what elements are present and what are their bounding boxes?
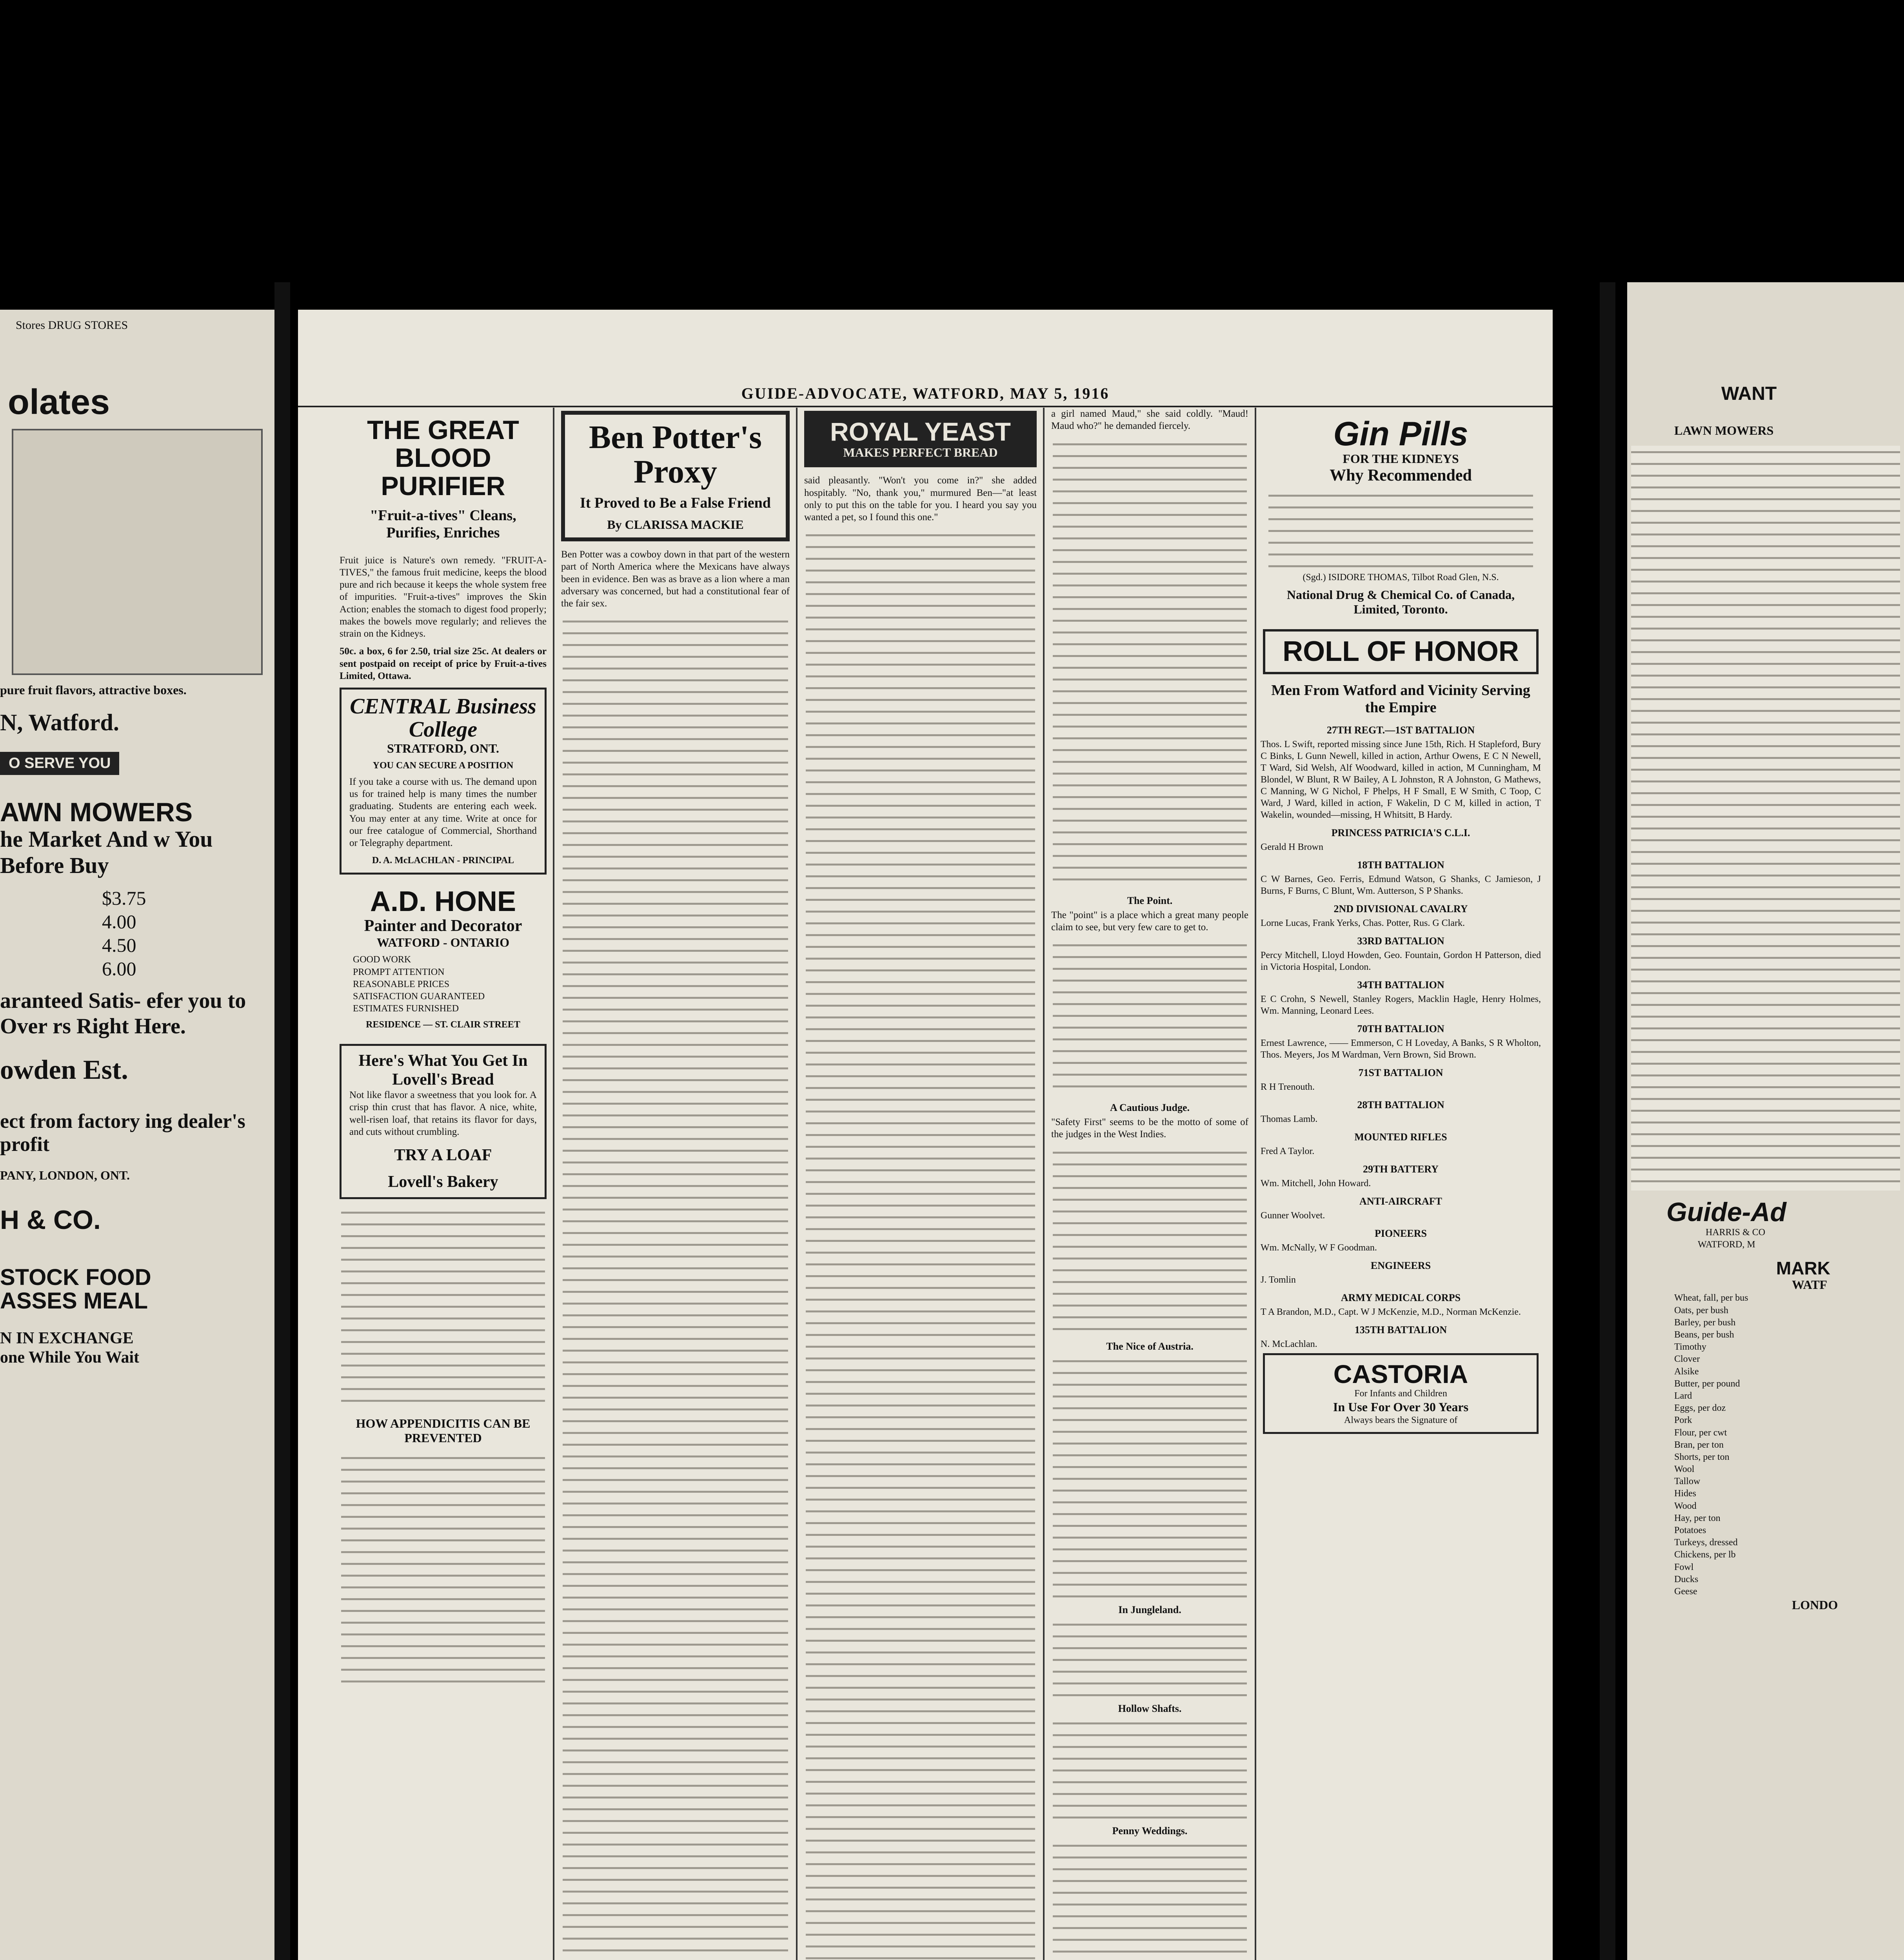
column-rule xyxy=(796,408,798,1960)
honor-names: C W Barnes, Geo. Ferris, Edmund Watson, G Shanks, C Jamieson, J Burns, F Burns, C Blunt, Wm. Autterson, S P Shanks. xyxy=(1261,874,1541,896)
honor-names: Gunner Woolvet. xyxy=(1261,1210,1325,1221)
market-item: Lard xyxy=(1674,1390,1692,1401)
left-page xyxy=(0,310,274,1960)
honor-names: Lorne Lucas, Frank Yerks, Chas. Potter, Rus. G Clark. xyxy=(1261,918,1465,928)
honor-subtitle: Men From Watford and Vicinity Serving the Empire xyxy=(1271,682,1530,716)
column-honor xyxy=(1261,408,1541,1960)
honor-section-heading: ENGINEERS xyxy=(1370,1259,1431,1271)
hone-residence: RESIDENCE — ST. CLAIR STREET xyxy=(366,1020,520,1030)
price-4: 6.00 xyxy=(102,958,136,980)
try-a-loaf: TRY A LOAF xyxy=(394,1146,492,1165)
market-item: Wood xyxy=(1674,1501,1697,1511)
honor-list xyxy=(1261,724,1541,1350)
roll-of-honor xyxy=(1263,629,1539,675)
chocolates-ad: olates xyxy=(8,383,110,422)
story-title-box xyxy=(561,411,790,541)
column-rule xyxy=(1043,408,1045,1960)
honor-section-heading: ARMY MEDICAL CORPS xyxy=(1341,1292,1461,1303)
market-item: Barley, per bush xyxy=(1674,1317,1736,1328)
hone-item: REASONABLE PRICES xyxy=(353,979,450,989)
serve-banner: O SERVE YOU xyxy=(0,752,119,775)
market-item: Shorts, per ton xyxy=(1674,1452,1730,1462)
honor-names: J. Tomlin xyxy=(1261,1274,1296,1285)
text-block xyxy=(1053,1839,1247,1957)
market-item: Fowl xyxy=(1674,1562,1694,1572)
lawn-line: LAWN MOWERS xyxy=(1674,423,1774,438)
column-misc xyxy=(1049,408,1251,1960)
honor-section-heading: 33RD BATTALION xyxy=(1357,935,1444,947)
market-line: he Market And w You Before Buy xyxy=(0,826,213,878)
lovell-bread-ad xyxy=(340,1044,547,1199)
watford-line: WATFORD, M xyxy=(1698,1239,1755,1250)
honor-section-heading: 27TH REGT.—1ST BATTALION xyxy=(1326,724,1475,736)
honor-names: Wm. McNally, W F Goodman. xyxy=(1261,1242,1377,1253)
column-story-cont xyxy=(802,408,1039,1960)
hone-item: PROMPT ATTENTION xyxy=(353,967,445,977)
column-story xyxy=(559,408,792,1960)
story-end: a girl named Maud," she said coldly. "Maud! Maud who?" he demanded fiercely. xyxy=(1051,408,1248,432)
text-block xyxy=(1053,1146,1247,1334)
judge-headline: A Cautious Judge. xyxy=(1110,1102,1190,1113)
newspaper-page xyxy=(298,310,1553,1960)
column-rule xyxy=(1255,408,1256,1960)
price-3: 4.50 xyxy=(102,934,136,956)
text-block xyxy=(563,615,788,1960)
want-heading: WANT xyxy=(1721,383,1777,404)
honor-section-heading: 71ST BATTALION xyxy=(1358,1067,1443,1078)
honor-names: Percy Mitchell, Lloyd Howden, Geo. Fountain, Gordon H Patterson, died in Victoria Hospital, London. xyxy=(1261,950,1541,972)
harris-line: HARRIS & CO xyxy=(1706,1227,1766,1238)
ad-body: Fruit juice is Nature's own remedy. "FRUIT-A-TIVES," the famous fruit medicine, keeps the blood pure and rich because it keeps the whole system free of impurities. "Fruit-a-tives" improves the Skin Action; enables the stomach to digest food properly; makes the bowels move regularly; and relieves the strain on the Kidneys. xyxy=(340,555,547,639)
column-ads xyxy=(337,408,549,1960)
watford-line: N, Watford. xyxy=(0,709,119,735)
ad-subtitle: "Fruit-a-tives" Cleans, Purifies, Enriches xyxy=(370,507,516,541)
honor-names: Thos. L Swift, reported missing since June 15th, Rich. H Stapleford, Bury C Binks, L Gunn Newell, killed in action, Arthur Owens, E C N Newell, T Ward, Sid Welsh, Alf Woodward, killed in action, M Cunningham, M Blondel, W Blunt, R W Bailey, A L Johnston, R A Johnston, G Mathews, C Manning, W G Nichol, F Phelps, H F Small, E W Smith, C Toop, C Ward, J Ward, killed in action, F Wakelin, D C M, killed in action, T Wakelin, wounded—missing, H Whitsitt, B Hardy. xyxy=(1261,739,1541,820)
text-block xyxy=(1053,1355,1247,1598)
markets-heading: MARK xyxy=(1776,1258,1830,1279)
honor-section-heading: 70TH BATTALION xyxy=(1357,1023,1444,1034)
honor-title: ROLL OF HONOR xyxy=(1283,635,1519,667)
market-item: Flour, per cwt xyxy=(1674,1427,1727,1438)
yeast-brand: ROYAL YEAST xyxy=(830,417,1011,446)
text-block xyxy=(1631,446,1900,1191)
story-lead: Ben Potter was a cowboy down in that part of the western part of North America where the Mexicans have always been in evidence. Ben was as brave as a lion where a man adversary was concerned, but had a constitutional fear of the fair sex. xyxy=(561,549,790,609)
hollow-headline: Hollow Shafts. xyxy=(1118,1702,1182,1714)
london-market: LONDO xyxy=(1792,1598,1838,1612)
story-byline: By CLARISSA MACKIE xyxy=(607,517,744,532)
text-block xyxy=(1268,489,1533,568)
austria-headline: The Nice of Austria. xyxy=(1106,1340,1194,1352)
honor-names: E C Crohn, S Newell, Stanley Rogers, Macklin Hagle, Henry Holmes, Wm. Manning, Leonard Lees. xyxy=(1261,994,1541,1016)
right-page xyxy=(1627,282,1904,1960)
hone-trade: Painter and Decorator xyxy=(364,917,522,935)
gin-headline: Why Recommended xyxy=(1330,466,1472,485)
market-item: Butter, per pound xyxy=(1674,1378,1740,1389)
text-block xyxy=(1053,1618,1247,1697)
honor-names: Fred A Taylor. xyxy=(1261,1146,1315,1156)
gin-company: National Drug & Chemical Co. of Canada, Limited, Toronto. xyxy=(1286,587,1515,616)
honor-names: Thomas Lamb. xyxy=(1261,1114,1318,1124)
college-tag: YOU CAN SECURE A POSITION xyxy=(372,760,514,771)
castoria-ad xyxy=(1263,1353,1539,1434)
story-continued: said pleasantly. "Won't you come in?" she added hospitably. "No, thank you," murmured Ben—"at least only to put this on the table for you. I heard you say you wanted a pet, so I found this one." xyxy=(804,475,1037,523)
honor-section-heading: PRINCESS PATRICIA'S C.L.I. xyxy=(1331,827,1470,838)
point-body: The "point" is a place which a great many people claim to see, but very few care to get to. xyxy=(1051,909,1248,933)
market-item: Alsike xyxy=(1674,1366,1699,1377)
castoria-brand: CASTORIA xyxy=(1333,1359,1468,1388)
market-item: Bran, per ton xyxy=(1674,1439,1724,1450)
honor-section-heading: 135TH BATTALION xyxy=(1354,1324,1447,1336)
honor-section-heading: 28TH BATTALION xyxy=(1357,1099,1444,1111)
guide-masthead: Guide-Ad xyxy=(1666,1197,1786,1227)
co-ad: H & CO. xyxy=(0,1205,101,1235)
price-2: 4.00 xyxy=(102,911,136,933)
page-fold-left xyxy=(274,282,290,1960)
gin-brand: Gin Pills xyxy=(1333,415,1468,453)
college-body: If you take a course with us. The demand upon us for trained help is many times the number graduating. Students are entering each week. You may enter at any time. Write at once for our free catalogue of Commercial, Shorthand or Telegraphy department. xyxy=(349,776,537,849)
hone-name: A.D. HONE xyxy=(370,886,516,917)
text-block xyxy=(1053,939,1247,1096)
page-fold-right xyxy=(1600,282,1615,1960)
hone-item: GOOD WORK xyxy=(353,955,411,965)
royal-yeast-ad xyxy=(804,411,1037,467)
flavors-line: pure fruit flavors, attractive boxes. xyxy=(0,682,187,697)
company-line: PANY, LONDON, ONT. xyxy=(0,1168,130,1183)
honor-names: Ernest Lawrence, —— Emmerson, C H Loveday, A Banks, S R Wholton, Thos. Meyers, Jos M Wardman, Vern Brown, Sid Brown. xyxy=(1261,1038,1541,1060)
market-item: Hay, per ton xyxy=(1674,1513,1721,1523)
honor-section-heading: 34TH BATTALION xyxy=(1357,979,1444,991)
story-subtitle: It Proved to Be a False Friend xyxy=(580,495,771,512)
point-headline: The Point. xyxy=(1127,895,1173,906)
market-item: Hides xyxy=(1674,1488,1696,1499)
market-item: Pork xyxy=(1674,1415,1692,1426)
bread-body: Not like flavor a sweetness that you look for. A crisp thin crust that has flavor. A nice, white, well-risen loaf, that retains its flavor for days, and cuts without crumbling. xyxy=(349,1090,537,1137)
illustration xyxy=(12,429,263,675)
text-block xyxy=(1053,1717,1247,1819)
gin-signature: (Sgd.) ISIDORE THOMAS, Tilbot Road Glen, N.S. xyxy=(1303,572,1499,583)
hone-item: ESTIMATES FURNISHED xyxy=(353,1004,459,1014)
judge-body: "Safety First" seems to be the motto of some of the judges in the West Indies. xyxy=(1051,1117,1248,1140)
ad-price: 50c. a box, 6 for 2.50, trial size 25c. At dealers or sent postpaid on receipt of price by Fruit-a-tives Limited, Ottawa. xyxy=(340,646,547,681)
market-list xyxy=(1674,1292,1904,1598)
yeast-tag: MAKES PERFECT BREAD xyxy=(843,445,998,460)
hone-place: WATFORD - ONTARIO xyxy=(376,935,510,950)
market-item: Beans, per bush xyxy=(1674,1330,1734,1340)
ad-title: THE GREAT BLOOD PURIFIER xyxy=(367,415,519,501)
store-line: Stores DRUG STORES xyxy=(16,319,128,332)
honor-names: T A Brandon, M.D., Capt. W J McKenzie, M.D., Norman McKenzie. xyxy=(1261,1307,1521,1317)
honor-names: Gerald H Brown xyxy=(1261,842,1323,852)
business-college-ad xyxy=(340,688,547,874)
market-item: Oats, per bush xyxy=(1674,1305,1728,1316)
market-item: Geese xyxy=(1674,1586,1697,1597)
market-item: Tallow xyxy=(1674,1476,1701,1487)
appendicitis-headline: HOW APPENDICITIS CAN BE PREVENTED xyxy=(356,1416,531,1445)
market-item: Chickens, per lb xyxy=(1674,1550,1736,1560)
market-item: Wheat, fall, per bus xyxy=(1674,1293,1748,1303)
hone-ad xyxy=(340,882,547,1037)
gin-pills-ad xyxy=(1263,411,1539,622)
honor-section-heading: 2ND DIVISIONAL CAVALRY xyxy=(1334,903,1468,915)
honor-section-heading: 18TH BATTALION xyxy=(1357,859,1444,871)
bread-headline: Here's What You Get In Lovell's Bread xyxy=(358,1051,528,1089)
stock-food: STOCK FOOD xyxy=(0,1264,151,1290)
market-item: Ducks xyxy=(1674,1574,1699,1584)
honor-section-heading: MOUNTED RIFLES xyxy=(1354,1131,1447,1143)
honor-names: R H Trenouth. xyxy=(1261,1082,1315,1092)
text-block xyxy=(341,1206,545,1410)
honor-names: N. McLachlan. xyxy=(1261,1339,1317,1349)
college-name: CENTRAL Business College xyxy=(350,694,536,742)
castoria-use: In Use For Over 30 Years xyxy=(1333,1400,1469,1414)
honor-section-heading: PIONEERS xyxy=(1375,1227,1427,1239)
penny-headline: Penny Weddings. xyxy=(1112,1825,1188,1837)
fruit-a-tives-ad xyxy=(340,411,547,547)
college-place: STRATFORD, ONT. xyxy=(387,741,499,755)
market-item: Clover xyxy=(1674,1354,1700,1365)
molasses-meal: ASSES MEAL xyxy=(0,1288,148,1314)
mowers-ad: AWN MOWERS xyxy=(0,797,193,827)
gin-tag: FOR THE KIDNEYS xyxy=(1343,452,1459,466)
text-block xyxy=(341,1452,545,1687)
honor-section-heading: ANTI-AIRCRAFT xyxy=(1359,1195,1442,1207)
market-item: Wool xyxy=(1674,1464,1695,1475)
honor-section-heading: 29TH BATTERY xyxy=(1363,1163,1439,1175)
hone-item: SATISFACTION GUARANTEED xyxy=(353,991,485,1002)
market-item: Timothy xyxy=(1674,1342,1706,1352)
exchange-line: N IN EXCHANGE xyxy=(0,1329,134,1348)
column-rule xyxy=(553,408,554,1960)
guarantee-line: aranteed Satis- efer you to Over rs Right Here. xyxy=(0,989,246,1038)
howden-line: owden Est. xyxy=(0,1055,128,1085)
watford-market: WATF xyxy=(1792,1278,1828,1292)
honor-names: Wm. Mitchell, John Howard. xyxy=(1261,1178,1371,1189)
market-item: Potatoes xyxy=(1674,1525,1706,1536)
masthead: GUIDE-ADVOCATE, WATFORD, MAY 5, 1916 xyxy=(298,384,1553,407)
text-block xyxy=(806,529,1035,1960)
jungle-headline: In Jungleland. xyxy=(1118,1604,1181,1615)
market-item: Turkeys, dressed xyxy=(1674,1537,1738,1548)
wait-line: one While You Wait xyxy=(0,1348,140,1367)
market-item: Eggs, per doz xyxy=(1674,1403,1726,1414)
castoria-signature: Always bears the Signature of xyxy=(1344,1415,1458,1426)
story-title: Ben Potter's Proxy xyxy=(589,419,762,490)
bakery-name: Lovell's Bakery xyxy=(388,1173,498,1191)
castoria-sub: For Infants and Children xyxy=(1354,1388,1447,1399)
college-principal: D. A. McLACHLAN - PRINCIPAL xyxy=(372,855,514,866)
paint-ad: ect from factory ing dealer's profit xyxy=(0,1110,245,1156)
text-block xyxy=(1053,438,1247,889)
price-1: $3.75 xyxy=(102,887,146,909)
